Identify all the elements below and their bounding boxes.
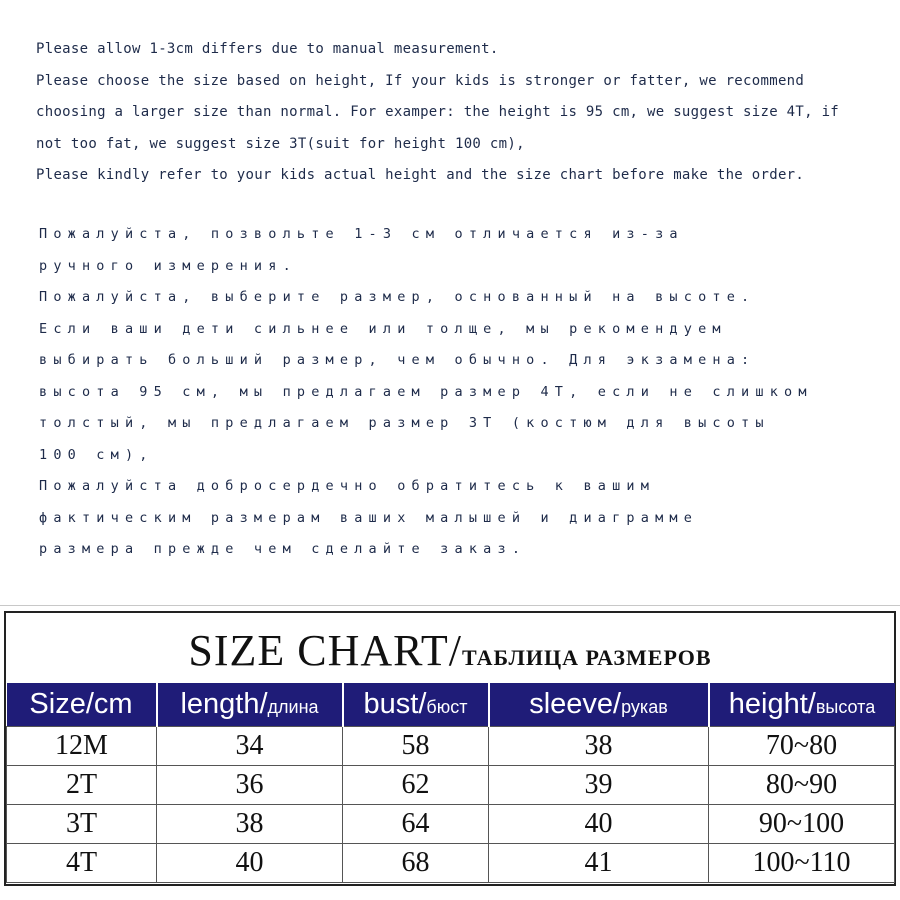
english-notes: [36, 34, 886, 192]
note-line-ru: фактическим размерам ваших малышей и диаграмме: [39, 509, 699, 526]
note-line: Please kindly refer to your kids actual height and the size chart before make the order.: [36, 167, 805, 183]
table-row: [7, 805, 895, 844]
note-line-ru: ручного измерения.: [39, 257, 297, 274]
size-table: [6, 683, 895, 883]
cell-sleeve: 40: [489, 805, 709, 844]
note-line-ru: Если ваши дети сильнее или толще, мы рекомендуем: [39, 320, 727, 337]
table-row: [7, 844, 895, 883]
header-size: [7, 683, 157, 727]
cell-bust: 62: [343, 766, 489, 805]
note-line: choosing a larger size than normal. For examper: the height is 95 cm, we suggest size 4T, if: [36, 104, 840, 120]
cell-sleeve: 39: [489, 766, 709, 805]
cell-length: 38: [157, 805, 343, 844]
header-en: sleeve/: [529, 688, 622, 720]
cell-size: 12M: [7, 727, 157, 766]
header-en: length/: [180, 688, 268, 720]
cell-bust: 58: [343, 727, 489, 766]
note-line-ru: высота 95 см, мы предлагаем размер 4T, если не слишком: [39, 383, 813, 400]
cell-length: 40: [157, 844, 343, 883]
cell-size: 3T: [7, 805, 157, 844]
note-line-ru: Пожалуйста, позвольте 1-3 см отличается из-за: [39, 226, 684, 242]
header-en: bust/: [363, 688, 427, 720]
size-chart-title: [6, 613, 894, 683]
header-en: Size/cm: [29, 688, 133, 720]
note-line-ru: выбирать больший размер, чем обычно. Для экзамена:: [39, 352, 756, 368]
table-row: [7, 727, 895, 766]
header-row: [7, 683, 895, 727]
cell-height: 80~90: [709, 766, 895, 805]
note-line-ru: 100 см),: [39, 446, 154, 463]
header-ru: длина: [267, 697, 319, 717]
note-line-ru: размера прежде чем сделайте заказ.: [39, 541, 527, 557]
cell-bust: 68: [343, 844, 489, 883]
title-sub: ТАБЛИЦА РАЗМЕРОВ: [462, 645, 712, 670]
cell-bust: 64: [343, 805, 489, 844]
cell-size: 4T: [7, 844, 157, 883]
cell-height: 70~80: [709, 727, 895, 766]
size-chart: [4, 611, 896, 886]
cell-size: 2T: [7, 766, 157, 805]
note-line-ru: толстый, мы предлагаем размер 3T (костюм для высоты: [39, 415, 770, 431]
note-line-ru: Пожалуйста, выберите размер, основанный на высоте.: [39, 289, 756, 305]
russian-notes: [39, 219, 889, 566]
divider: [0, 605, 900, 606]
header-bust: [343, 683, 489, 727]
cell-height: 90~100: [709, 805, 895, 844]
cell-sleeve: 38: [489, 727, 709, 766]
header-ru: бюст: [426, 697, 468, 717]
header-sleeve: [489, 683, 709, 727]
note-line-ru: Пожалуйста добросердечно обратитесь к вашим: [39, 478, 656, 494]
cell-length: 36: [157, 766, 343, 805]
header-ru: высота: [815, 697, 876, 717]
cell-height: 100~110: [709, 844, 895, 883]
cell-sleeve: 41: [489, 844, 709, 883]
title-main: SIZE CHART/: [188, 626, 462, 675]
header-ru: рукав: [621, 697, 668, 717]
cell-length: 34: [157, 727, 343, 766]
header-en: height/: [728, 688, 816, 720]
header-length: [157, 683, 343, 727]
note-line: not too fat, we suggest size 3T(suit for height 100 cm),: [36, 135, 525, 152]
note-line: Please choose the size based on height, If your kids is stronger or fatter, we recommend: [36, 72, 805, 89]
table-row: [7, 766, 895, 805]
note-line: Please allow 1-3cm differs due to manual measurement.: [36, 41, 499, 57]
header-height: [709, 683, 895, 727]
